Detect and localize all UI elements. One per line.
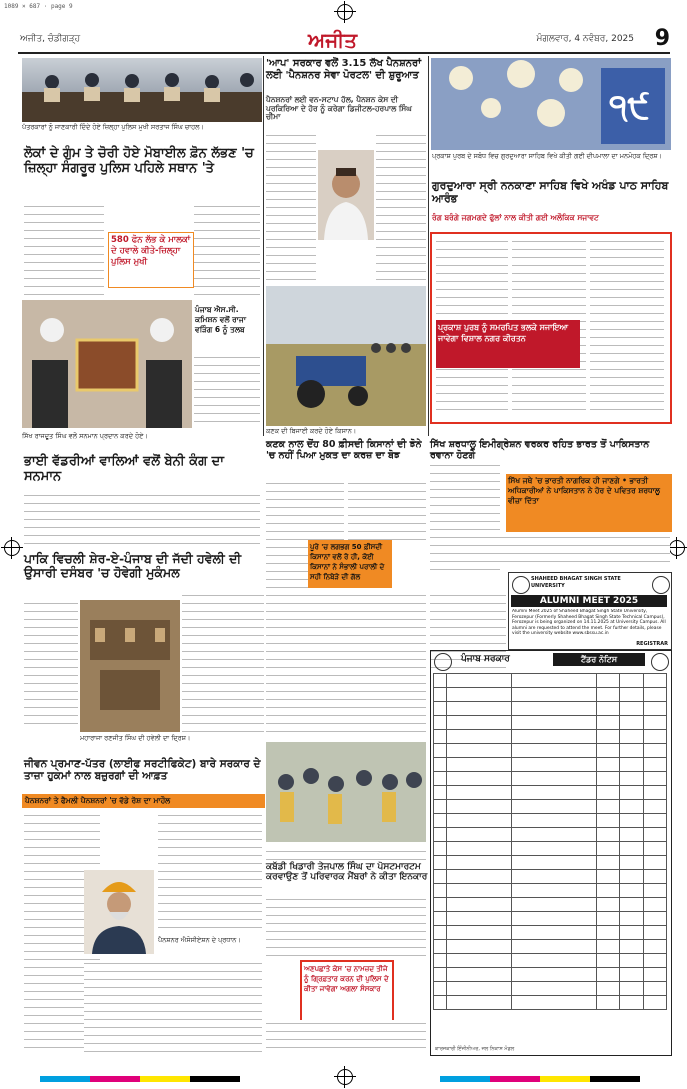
article-body-placeholder xyxy=(266,1020,426,1052)
table-row xyxy=(434,968,667,982)
aap-subhead: ਪੈਨਸ਼ਨਰਾਂ ਲਈ ਵਨ-ਸਟਾਪ ਹੱਲ, ਪੈਨਸ਼ਨ ਕੇਸ ਦੀ ਪ੍ਰਕਿਰਿਆ ਦੇ ਹੋਰ ਨੂੰ ਕਰੇਗਾ ਡਿਜੀਟਲ-ਹਰਪਾਲ ਸਿੰਘ ਚੀਮਾ xyxy=(266,95,412,122)
table-row xyxy=(434,954,667,968)
masthead-date: ਮੰਗਲਵਾਰ, 4 ਨਵੰਬਰ, 2025 xyxy=(536,34,634,44)
pensioner-portrait xyxy=(84,870,154,954)
article-body-placeholder xyxy=(266,132,316,282)
table-row xyxy=(434,996,667,1010)
table-row xyxy=(434,800,667,814)
article-body-placeholder xyxy=(84,960,262,1052)
table-row xyxy=(434,926,667,940)
press-conference-photo xyxy=(22,58,262,122)
table-row xyxy=(434,772,667,786)
crowd-illustration xyxy=(266,742,426,842)
masthead xyxy=(18,28,670,54)
gurdwara-headline: ਗੁਰਦੁਆਰਾ ਸ੍ਰੀ ਨਨਕਾਣਾ ਸਾਹਿਬ ਵਿਖੇ ਅਖੰਡ ਪਾਠ ਸਾਹਿਬ ਆਰੰਭ xyxy=(432,179,669,205)
gurdwara-subhead: ਰੰਗ ਬਰੰਗੇ ਜਗਮਗਦੇ ਫੁੱਲਾਂ ਨਾਲ ਕੀਤੀ ਗਈ ਅਲੌਕਿਕ ਸਜਾਵਟ xyxy=(432,213,599,222)
pensioner-illustration xyxy=(84,870,154,954)
crop-mark-bottom xyxy=(337,1069,353,1085)
tender-notice xyxy=(430,650,672,1056)
table-row xyxy=(434,814,667,828)
table-row xyxy=(434,786,667,800)
life-cert-subhead: ਪੈਨਸ਼ਨਰਾਂ ਤੇ ਫੈਮਲੀ ਪੈਨਸ਼ਨਰਾਂ 'ਚ ਵੱਡੇ ਰੋਸ਼ ਦਾ ਮਾਹੌਲ xyxy=(22,794,265,808)
table-row xyxy=(434,870,667,884)
life-cert-headline: ਜੀਵਨ ਪ੍ਰਮਾਣ-ਪੱਤਰ (ਲਾਈਫ ਸਰਟੀਫਿਕੇਟ) ਬਾਰੇ ਸਰਕਾਰ ਦੇ ਤਾਜ਼ਾ ਹੁਕਮਾਂ ਨਾਲ ਬਜ਼ੁਰਗਾਂ ਦੀ ਆਫ਼ਤ xyxy=(24,758,261,783)
university-logo-right xyxy=(652,576,670,594)
commission-highlight: ਪੰਜਾਬ ਐਸ.ਸੀ. ਕਮਿਸ਼ਨ ਵਲੋਂ ਰਾਜਾ ਵੜਿੰਗ 6 ਨੂੰ ਤਲਬ xyxy=(194,304,262,352)
minister-portrait xyxy=(318,150,374,240)
table-row xyxy=(434,940,667,954)
gurdwara-caption: ਪ੍ਰਕਾਸ਼ ਪੁਰਬ ਦੇ ਸਬੰਧ ਵਿਚ ਗੁਰਦੁਆਰਾ ਸਾਹਿਬ ਵਿਖੇ ਕੀਤੀ ਗਈ ਦੀਪਮਾਲਾ ਦਾ ਮਨਮੋਹਕ ਦ੍ਰਿਸ਼। xyxy=(432,152,662,160)
table-row xyxy=(434,674,667,688)
table-row xyxy=(434,702,667,716)
masthead-title: ਅਜੀਤ xyxy=(308,28,358,52)
mobile-highlight-box: 580 ਫੋਨ ਲੱਭ ਕੇ ਮਾਲਕਾਂ ਦੇ ਹਵਾਲੇ ਕੀਤੇ-ਜ਼ਿਲ੍ਹਾ ਪੁਲਿਸ ਮੁਖੀ xyxy=(108,232,194,288)
tender-title-right: ਟੈਂਡਰ ਨੋਟਿਸ xyxy=(553,653,645,666)
honour-headline: ਭਾਈ ਵੱਡਰੀਆਂ ਵਾਲਿਆਂ ਵਲੋਂ ਬੇਨੀ ਕੰਗ ਦਾ ਸਨਮਾਨ xyxy=(24,454,224,484)
tender-title-left: ਪੰਜਾਬ ਸਰਕਾਰ xyxy=(461,654,510,664)
crowd-photo xyxy=(266,742,426,842)
haveli-photo xyxy=(80,600,180,732)
tractor-caption: ਕਣਕ ਦੀ ਬਿਜਾਈ ਕਰਦੇ ਹੋਏ ਕਿਸਾਨ। xyxy=(266,427,357,435)
tender-table xyxy=(433,673,667,1010)
mobile-photo-caption: ਪੱਤਰਕਾਰਾਂ ਨੂੰ ਜਾਣਕਾਰੀ ਦਿੰਦੇ ਹੋਏ ਜ਼ਿਲ੍ਹਾ ਪੁਲਿਸ ਮੁਖੀ ਸਰਤਾਜ ਸਿੰਘ ਚਾਹਲ। xyxy=(22,123,204,131)
registrar: REGISTRAR xyxy=(636,641,668,647)
table-row xyxy=(434,912,667,926)
haveli-caption: ਮਹਾਰਾਜਾ ਰਣਜੀਤ ਸਿੰਘ ਦੀ ਹਵੇਲੀ ਦਾ ਦ੍ਰਿਸ਼। xyxy=(80,734,191,742)
punjab-emblem xyxy=(434,653,452,671)
tender-footer: ਕਾਰਜਕਾਰੀ ਇੰਜੀਨੀਅਰ, ਜਲ ਨਿਕਾਸ ਮੰਡਲ xyxy=(435,1046,515,1052)
article-body-placeholder xyxy=(266,592,426,732)
page-number: 9 xyxy=(654,26,670,51)
color-registration-bar xyxy=(40,1076,240,1082)
aap-headline: 'ਆਪ' ਸਰਕਾਰ ਵਲੋਂ 3.15 ਲੱਖ ਪੈਨਸ਼ਨਰਾਂ ਲਈ 'ਪੈਨਸ਼ਨਰ ਸੇਵਾ ਪੋਰਟਲ' ਦੀ ਸ਼ੁਰੂਆਤ xyxy=(266,58,422,81)
paddy-headline: ਕਣਕ ਨਾਲ ਦੋਂਹ 80 ਫ਼ੀਸਦੀ ਕਿਸਾਨਾਂ ਦੀ ਝੋਨੇ 'ਚ ਨਹੀਂ ਪਿਆ ਮੁਕਤ ਦਾ ਕਰਜ਼ ਦਾ ਬੋਝ xyxy=(266,439,422,461)
table-row xyxy=(434,842,667,856)
alumni-banner: ALUMNI MEET 2025 xyxy=(511,595,667,607)
kabaddi-highlight: ਅਣਪਛਾਤੇ ਕੇਸ 'ਚ ਨਾਮਜ਼ਦ ਤੀਜੇ ਨੂੰ ਗ੍ਰਿਫ਼ਤਾਰ ਕਰਨ ਦੀ ਪੁਲਿਸ ਦੇ ਕੀਤਾ ਜਾਵੇਗਾ ਅਗਲਾ ਸੰਸਕਾਰ xyxy=(300,960,394,1024)
gurdwara-photo xyxy=(431,58,671,150)
gurdwara-illumination xyxy=(431,58,671,150)
masthead-location: ਅਜੀਤ, ਚੰਡੀਗੜ੍ਹ xyxy=(20,34,81,44)
table-row xyxy=(434,688,667,702)
article-body-placeholder xyxy=(24,203,104,295)
article-body-placeholder xyxy=(266,848,426,860)
tractor-illustration xyxy=(266,286,426,426)
table-row xyxy=(434,856,667,870)
university-ad xyxy=(508,572,672,650)
crop-mark-top xyxy=(337,4,353,20)
university-logo xyxy=(512,576,530,594)
column-rule xyxy=(428,56,429,436)
mobile-headline: ਲੋਕਾਂ ਦੇ ਗੁੰਮ ਤੇ ਚੋਰੀ ਹੋਏ ਮੋਬਾਈਲ ਫ਼ੋਨ ਲੱਭਣ 'ਚ ਜ਼ਿਲ੍ਹਾ ਸੰਗਰੂਰ ਪੁਲਿਸ ਪਹਿਲੇ ਸਥਾਨ 'ਤੇ xyxy=(24,146,254,176)
kabaddi-headline: ਕਬੱਡੀ ਖਿਡਾਰੀ ਤੇਜਪਾਲ ਸਿੰਘ ਦਾ ਪੋਸਟਮਾਰਟਮ ਕਰਵਾਉਣ ਤੋਂ ਪਰਿਵਾਰਕ ਮੈਂਬਰਾਂ ਨੇ ਕੀਤਾ ਇਨਕਾਰ xyxy=(266,862,428,883)
article-body-placeholder xyxy=(182,592,264,732)
color-registration-bar xyxy=(440,1076,640,1082)
honour-photo xyxy=(22,300,192,428)
alumni-body: Alumni Meet 2025 of Shaheed Bhagat Singh State University, Ferozepur (Formerly Shaheed Bhagat Singh State Technical Campus), Ferozepur is being organized on 14.11.2025 at University Campus. All alumni are requested to attend the meet. For further details, please visit the university website www.sbssu.ac.in xyxy=(512,609,666,637)
punjab-emblem-right xyxy=(651,653,669,671)
print-slug: 1089 × 687 · page 9 xyxy=(4,3,73,10)
table-row xyxy=(434,744,667,758)
article-body-placeholder xyxy=(194,354,260,428)
table-row xyxy=(434,730,667,744)
table-row xyxy=(434,898,667,912)
minister-illustration xyxy=(318,150,374,240)
haveli-illustration xyxy=(80,600,180,732)
article-body-placeholder xyxy=(24,600,78,730)
article-body-placeholder xyxy=(266,896,426,956)
table-row xyxy=(434,758,667,772)
paddy-highlight: ਪੂਰੇ 'ਚ ਲਗਭਗ 50 ਫ਼ੀਸਦੀ ਕਿਸਾਨਾਂ ਵਲੋਂ ਰੋ ਹੀ, ਕੋਈ ਕਿਸਾਨਾਂ ਨੇ ਸੰਭਾਲੀ ਪਰਾਲੀ ਦੇ ਸਹੀ ਨਿਬੇੜੇ ਦੀ ਗੱਲ xyxy=(308,540,392,588)
article-body-placeholder xyxy=(158,812,262,932)
haveli-headline: ਪਾਕਿ ਵਿਚਲੀ ਸ਼ੇਰ-ਏ-ਪੰਜਾਬ ਦੀ ਜੱਦੀ ਹਵੇਲੀ ਦੀ ਉਸਾਰੀ ਦਸੰਬਰ 'ਚ ਹੋਵੇਗੀ ਮੁਕੰਮਲ xyxy=(24,551,242,581)
tractor-photo xyxy=(266,286,426,426)
gurdwara-highlight: ਪ੍ਰਕਾਸ਼ ਪੁਰਬ ਨੂੰ ਸਮਰਪਿਤ ਭਲਕੇ ਸਜਾਇਆ ਜਾਵੇਗਾ ਵਿਸ਼ਾਲ ਨਗਰ ਕੀਰਤਨ xyxy=(436,320,580,368)
svg-text:੧੯: ੧੯ xyxy=(609,87,650,127)
crop-mark-left xyxy=(4,540,20,556)
table-row xyxy=(434,982,667,996)
sikh-highlight: ਸਿੱਖ ਜਥੇ 'ਚ ਭਾਰਤੀ ਨਾਗਰਿਕ ਹੀ ਜਾਣਗੇ • ਭਾਰਤੀ ਅਧਿਕਾਰੀਆਂ ਨੇ ਪਾਕਿਸਤਾਨ ਨੇ ਹੋਰ ਦੇ ਪਵਿਤਰ ਸ਼ਰਧਾਲੂ ਵੀਜ਼ਾ ਦਿੱਤਾ xyxy=(506,474,672,532)
pensioner-caption: ਪੈਨਸ਼ਨਰ ਐਸੋਸੀਏਸ਼ਨ ਦੇ ਪ੍ਰਧਾਨ। xyxy=(158,936,241,944)
table-row xyxy=(434,828,667,842)
article-body-placeholder xyxy=(194,203,260,295)
honour-caption: ਸਿੱਖ ਰਾਜਦੂਤ ਸਿੰਘ ਵਲੋਂ ਸਨਮਾਨ ਪ੍ਰਦਾਨ ਕਰਦੇ ਹੋਏ। xyxy=(22,432,148,440)
crop-mark-right xyxy=(669,540,685,556)
university-name: SHAHEED BHAGAT SINGH STATE UNIVERSITY xyxy=(531,576,621,589)
article-body-placeholder xyxy=(430,534,670,568)
article-body-placeholder xyxy=(376,132,426,282)
sikh-headline: ਸਿੱਖ ਸ਼ਰਧਾਲੂ ਇਮੀਗ੍ਰੇਸ਼ਨ ਵਰਕਰ ਰਹਿਤ ਭਾਰਤ ਤੋਂ ਪਾਕਿਸਤਾਨ ਰਵਾਨਾ ਹੋਣਗੇ xyxy=(430,439,650,461)
article-body-placeholder xyxy=(590,238,664,416)
table-row xyxy=(434,884,667,898)
column-rule xyxy=(263,56,264,436)
table-row xyxy=(434,716,667,730)
article-body-placeholder xyxy=(348,480,426,540)
article-body-placeholder xyxy=(24,492,260,548)
press-conference-illustration xyxy=(22,58,262,122)
honour-illustration xyxy=(22,300,192,428)
